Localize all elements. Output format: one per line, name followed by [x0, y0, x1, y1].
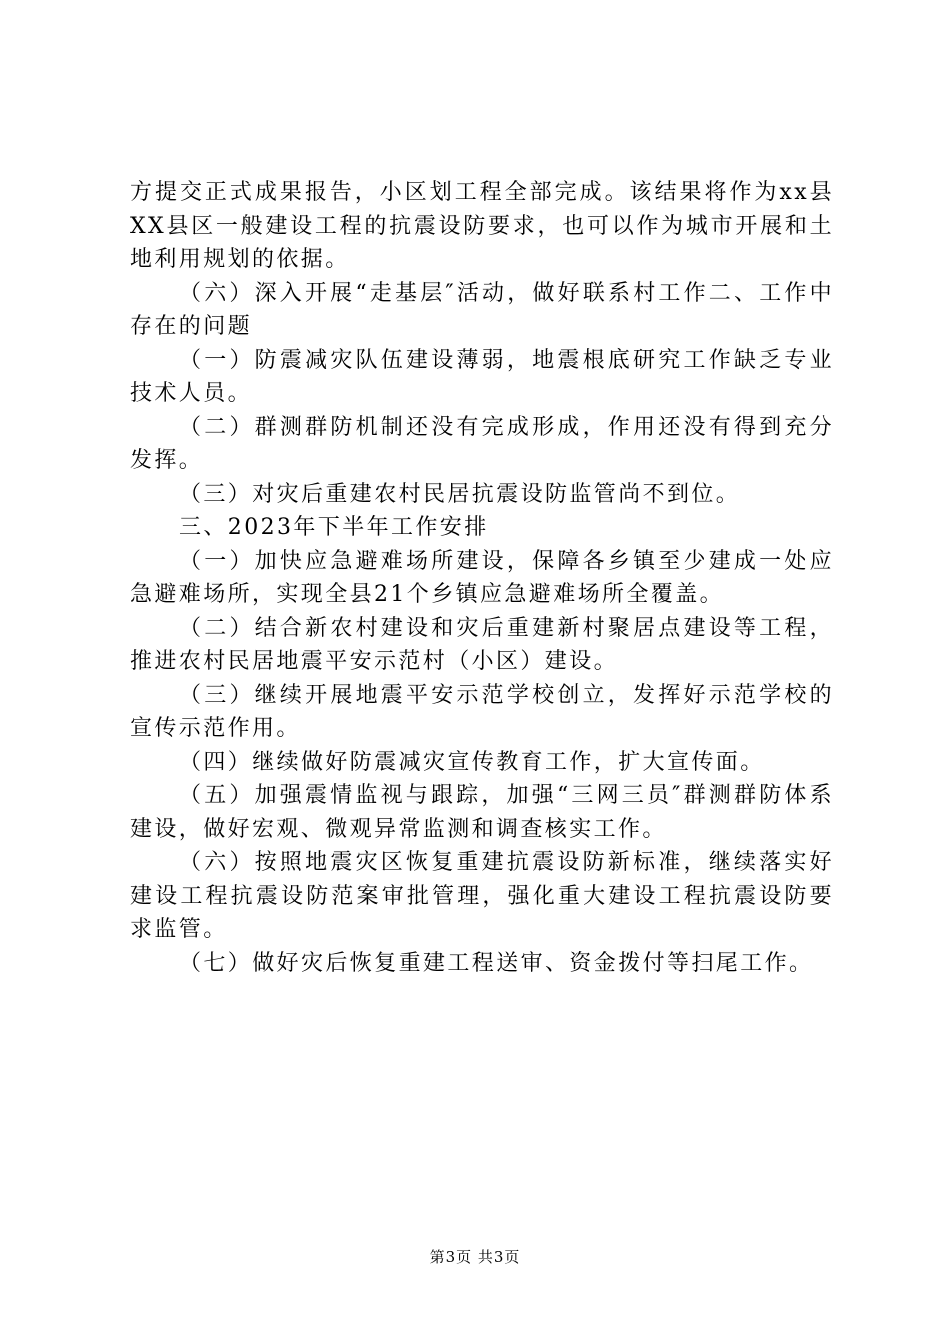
paragraph-plan-2: （二）结合新农村建设和灾后重建新村聚居点建设等工程，推进农村民居地震平安示范村（小区）建设。 — [130, 615, 834, 674]
paragraph-problem-3: （三）对灾后重建农村民居抗震设防监管尚不到位。 — [179, 481, 741, 507]
paragraph-problem-1: （一）防震减灾队伍建设薄弱，地震根底研究工作缺乏专业技术人员。 — [130, 347, 834, 406]
paragraph-plan-1: （一）加快应急避难场所建设，保障各乡镇至少建成一处应急避难场所，实现全县21个乡镇应急避难场所全覆盖。 — [130, 548, 834, 607]
paragraph-plan-7: （七）做好灾后恢复重建工程送审、资金拨付等扫尾工作。 — [179, 950, 814, 976]
page-number-footer: 第3页 共3页 — [429, 1248, 521, 1266]
paragraph-plan-3: （三）继续开展地震平安示范学校创立，发挥好示范学校的宣传示范作用。 — [130, 682, 834, 741]
paragraph-plan-4: （四）继续做好防震减灾宣传教育工作，扩大宣传面。 — [179, 749, 765, 775]
section-heading-plan: 三、2023年下半年工作安排 — [179, 515, 489, 540]
paragraph-item-6-fieldwork: （六）深入开展“走基层″活动，做好联系村工作二、工作中存在的问题 — [130, 280, 834, 339]
document-body — [130, 176, 834, 980]
paragraph-continuation: 方提交正式成果报告，小区划工程全部完成。该结果将作为xx县XX县区一般建设工程的抗震设防要求，也可以作为城市开展和土地利用规划的依据。 — [130, 180, 834, 272]
paragraph-plan-5: （五）加强震情监视与跟踪，加强“三网三员″群测群防体系建设，做好宏观、微观异常监测和调查核实工作。 — [130, 783, 834, 842]
paragraph-plan-6: （六）按照地震灾区恢复重建抗震设防新标准，继续落实好建设工程抗震设防范案审批管理，强化重大建设工程抗震设防要求监管。 — [130, 850, 834, 942]
paragraph-problem-2: （二）群测群防机制还没有完成形成，作用还没有得到充分发挥。 — [130, 414, 834, 473]
